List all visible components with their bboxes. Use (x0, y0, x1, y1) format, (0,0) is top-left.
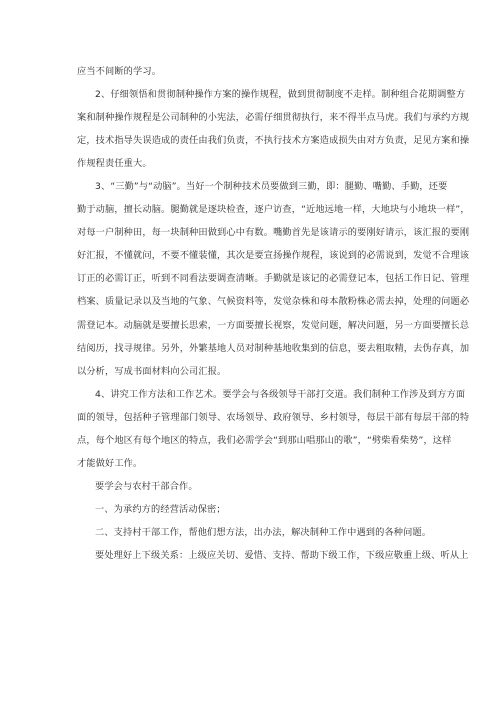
text-line: 需登记本。动脑就是要擅长思索，一方面要擅长视察，发觉问题，解决问题，另一方面要擅长总 (77, 319, 470, 331)
text-line: 要学会与农村干部合作。 (95, 480, 198, 492)
text-line: 定，技术指导失误造成的责任由我们负责，不执行技术方案造成损失由对方负责，足见方案和操 (77, 135, 470, 147)
text-line: 好汇报，不懂就问，不要不懂装懂，其次是要宣扬操作规程，该说到的必需说到，发觉不合理该 (77, 250, 470, 262)
document-body (77, 66, 470, 573)
text-line: 勤于动脑，擅长动脑。腿勤就是逐块检查，逐户访查，“近地远地一样，大地块与小地块一样”， (77, 204, 470, 216)
text-line: 点，每个地区有每个地区的特点，我们必需学会“到那山唱那山的歌”，“劈柴看柴势”，这样 (77, 434, 452, 446)
text-line: 结阅历，找寻规律。另外，外繁基地人员对制种基地收集到的信息，要去粗取精，去伪存真，加 (77, 342, 470, 354)
text-line: 一、为承约方的经营活动保密； (95, 503, 226, 515)
text-line: 二、支持村干部工作，帮他们想方法，出办法，解决制种工作中遇到的各种问题。 (95, 526, 432, 538)
text-line: 3、“三勤”与“动脑”。当好一个制种技术员要做到三勤，即：腿勤、嘴勤、手勤，还要 (95, 181, 448, 193)
text-line: 作规程责任重大。 (77, 158, 152, 170)
text-line: 以分析，写成书面材料向公司汇报。 (77, 365, 227, 377)
text-line: 案和制种操作规程是公司制种的小宪法，必需仔细贯彻执行，来不得半点马虎。我们与承约方规 (77, 112, 470, 124)
text-line: 4、讲究工作方法和工作艺术。要学会与各级领导干部打交道。我们制种工作涉及到方方面 (95, 388, 466, 400)
text-line: 面的领导，包括种子管理部门领导、农场领导、政府领导、乡村领导，每层干部有每层干部的特 (77, 411, 470, 423)
text-line: 2、仔细领悟和贯彻制种操作方案的操作规程，做到贯彻制度不走样。制种组合花期调整方 (95, 89, 466, 101)
text-line: 应当不间断的学习。 (77, 66, 162, 77)
text-line: 档案、质量记录以及当地的气象、气候资料等，发觉杂株和母本散粉株必需去掉，处理的问题必 (77, 296, 470, 308)
text-line: 对每一户制种田，每一块制种田做到心中有数。嘴勤首先是该请示的要刚好请示，该汇报的要刚 (77, 227, 470, 239)
text-line: 要处理好上下级关系：上级应关切、爱惜、支持、帮助下级工作，下级应敬重上级、听从上 (95, 549, 469, 561)
text-line: 订正的必需订正，听到不同看法要调查清晰。手勤就是该记的必需登记本，包括工作日记、管理 (77, 273, 470, 285)
text-line: 才能做好工作。 (77, 457, 143, 469)
